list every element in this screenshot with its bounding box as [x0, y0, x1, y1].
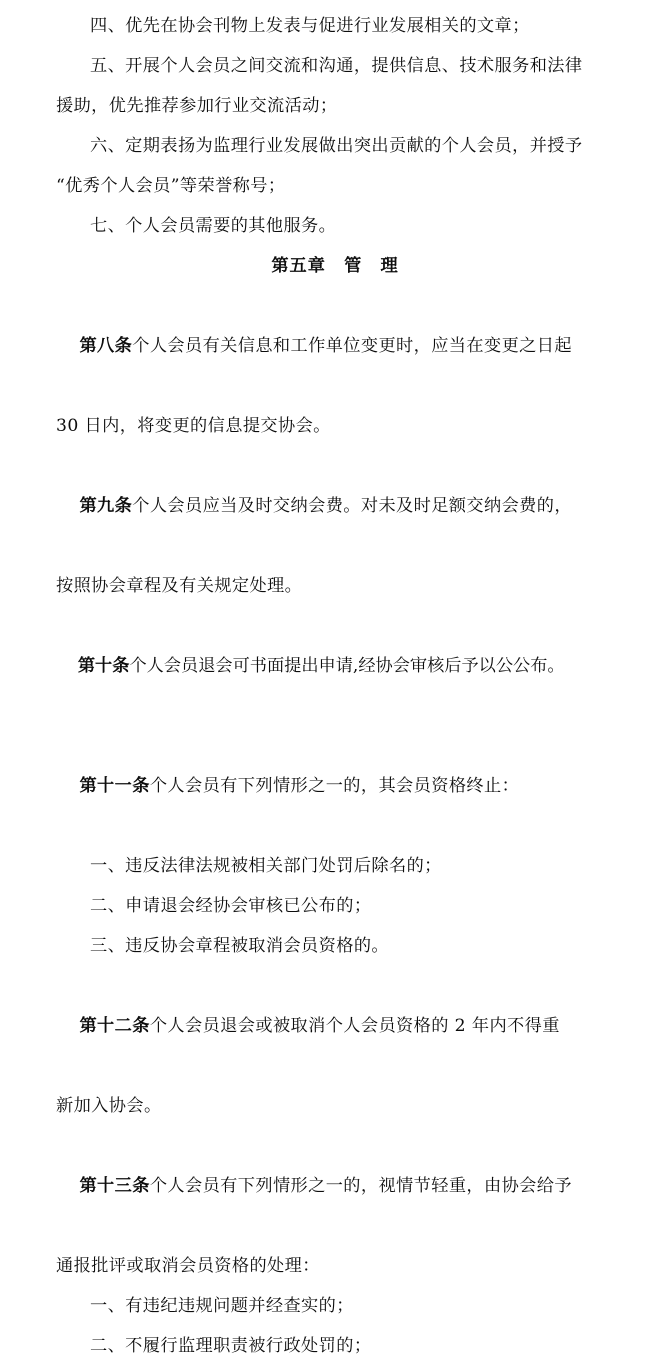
- article-number: 第十一条: [79, 776, 150, 796]
- article-text: 个人会员应当及时交纳会费。对未及时足额交纳会费的，: [132, 496, 572, 516]
- article-number: 第九条: [79, 496, 133, 516]
- list-item: 五、开展个人会员之间交流和沟通，提供信息、技术服务和法律: [90, 56, 583, 76]
- article-continuation: 新加入协会。: [56, 1096, 162, 1116]
- article-text: 个人会员有下列情形之一的，视情节轻重，由协会给予: [149, 1176, 572, 1196]
- article-number: 第十三条: [79, 1176, 150, 1196]
- article-number: 第十条: [77, 656, 130, 676]
- list-item: 二、不履行监理职责被行政处罚的；: [90, 1336, 372, 1356]
- article-paragraph: [56, 286, 614, 406]
- article-paragraph: [56, 606, 614, 726]
- list-item-continuation: “优秀个人会员”等荣誉称号；: [56, 176, 286, 196]
- article-continuation: 按照协会章程及有关规定处理。: [56, 576, 303, 596]
- list-item: 一、有违纪违规问题并经查实的；: [90, 1296, 354, 1316]
- article-paragraph: [56, 726, 614, 846]
- list-item: 一、违反法律法规被相关部门处罚后除名的；: [90, 856, 442, 876]
- article-continuation: 30 日内，将变更的信息提交协会。: [56, 416, 331, 436]
- article-text: 个人会员有关信息和工作单位变更时，应当在变更之日起: [132, 336, 572, 356]
- article-paragraph: [56, 966, 614, 1086]
- article-paragraph: [56, 446, 614, 566]
- article-continuation: 通报批评或取消会员资格的处理：: [56, 1256, 320, 1276]
- article-text: 个人会员退会或被取消个人会员资格的 2 年内不得重: [149, 1016, 560, 1036]
- article-paragraph: [56, 1126, 614, 1246]
- article-number: 第十二条: [79, 1016, 150, 1036]
- list-item: 六、定期表扬为监理行业发展做出突出贡献的个人会员，并授予: [90, 136, 583, 156]
- article-text: 个人会员有下列情形之一的，其会员资格终止：: [149, 776, 520, 796]
- list-item: 二、申请退会经协会审核已公布的；: [90, 896, 372, 916]
- list-item: 四、优先在协会刊物上发表与促进行业发展相关的文章；: [90, 16, 530, 36]
- article-number: 第八条: [79, 336, 133, 356]
- list-item: 七、个人会员需要的其他服务。: [90, 216, 337, 236]
- list-item: 三、违反协会章程被取消会员资格的。: [90, 936, 389, 956]
- chapter-heading: 第五章 管 理: [271, 256, 399, 276]
- article-text: 个人会员退会可书面提出申请,经协会审核后予以公公布。: [129, 656, 565, 676]
- list-item-continuation: 援助，优先推荐参加行业交流活动；: [56, 96, 338, 116]
